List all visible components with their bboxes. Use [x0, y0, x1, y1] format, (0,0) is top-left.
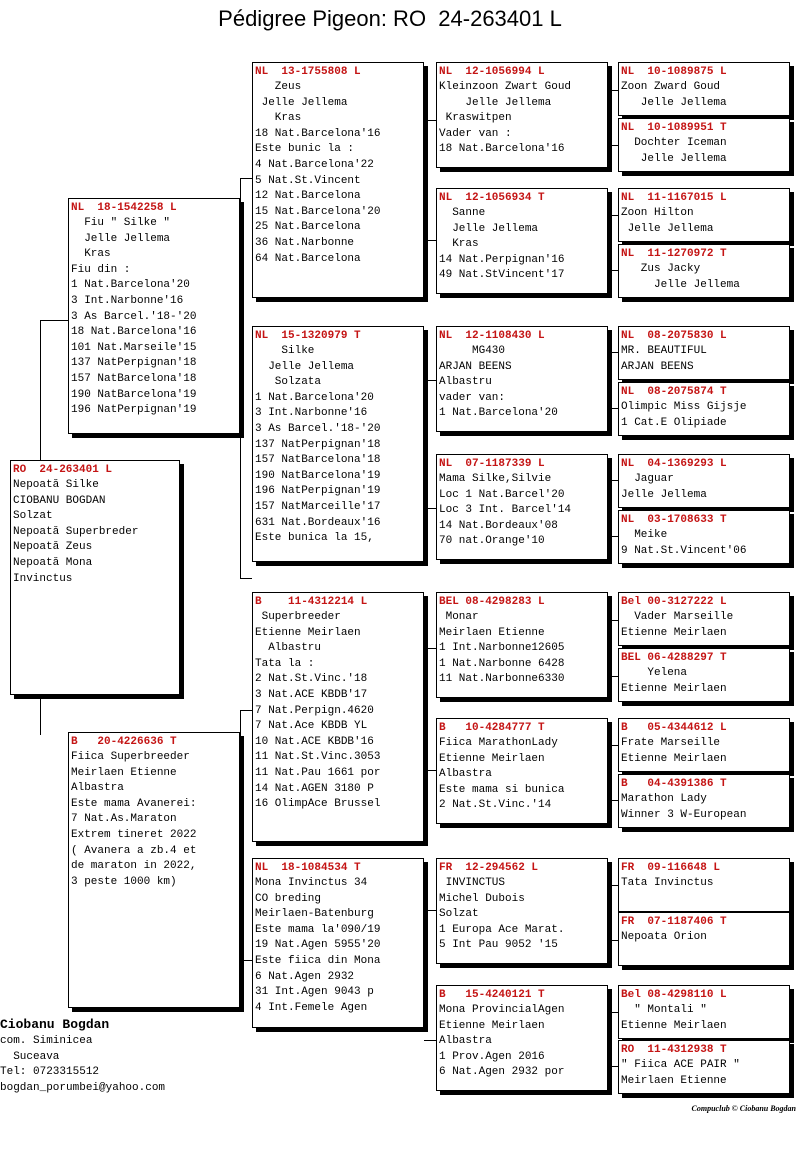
pedigree-line: 157 NatBarcelona'18: [255, 454, 381, 467]
ring-number: NL 12-1056934 T: [439, 192, 545, 204]
pedigree-line: 1 Nat.Barcelona'20: [71, 279, 190, 292]
ring-number: B 15-4240121 T: [439, 989, 545, 1001]
pedigree-card: [618, 188, 790, 242]
pedigree-line: 18 Nat.Barcelona'16: [255, 127, 381, 140]
pedigree-card: [10, 460, 180, 695]
owner-info: [0, 1016, 240, 1096]
pedigree-line: Loc 3 Int. Barcel'14: [439, 504, 572, 517]
pedigree-line: 1 Cat.E Olipiade: [621, 416, 727, 429]
pedigree-line: " Fiica ACE PAIR ": [621, 1059, 740, 1071]
pedigree-line: 15 Nat.Barcelona'20: [255, 205, 381, 218]
owner-phone: Tel: 0723315512: [0, 1066, 100, 1078]
pedigree-line: 10 Nat.ACE KBDB'16: [255, 735, 374, 748]
ring-number: NL 12-1056994 L: [439, 66, 545, 78]
pedigree-line: Albastra: [71, 782, 124, 795]
pedigree-line: de maraton in 2022,: [71, 860, 197, 873]
pedigree-line: Sanne: [439, 207, 486, 219]
pedigree-line: 1 Nat.Barcelona'20: [255, 391, 374, 404]
pedigree-line: Etienne Meirlaen: [255, 626, 361, 639]
pedigree-line: Dochter Iceman: [621, 137, 727, 149]
pedigree-line: Etienne Meirlaen: [621, 1019, 727, 1032]
pedigree-line: 4 Nat.Barcelona'22: [255, 158, 374, 171]
pedigree-line: Vader Marseille: [621, 611, 734, 623]
page-title: Pédigree Pigeon: RO 24-263401 L: [218, 6, 562, 31]
pedigree-line: ( Avanera a zb.4 et: [71, 844, 197, 857]
pedigree-line: Albastru: [439, 376, 492, 389]
ring-number: NL 08-2075830 L: [621, 330, 727, 342]
pedigree-line: ARJAN BEENS: [439, 360, 512, 373]
pedigree-line: 18 Nat.Barcelona'16: [439, 143, 565, 156]
ring-number: RO 24-263401 L: [13, 464, 113, 476]
pedigree-card: [618, 244, 790, 298]
ring-number: NL 13-1755808 L: [255, 66, 361, 78]
pedigree-line: Invinctus: [13, 572, 73, 585]
connector-line: [240, 178, 252, 179]
ring-number: Bel 08-4298110 L: [621, 989, 727, 1001]
connector-line: [424, 380, 436, 381]
pedigree-line: Kras: [255, 112, 302, 125]
pedigree-line: Este mama si bunica: [439, 783, 565, 796]
pedigree-card: [618, 62, 790, 116]
pedigree-line: " Montali ": [621, 1004, 707, 1016]
pedigree-line: Superbreeder: [255, 611, 341, 623]
pedigree-line: Mona ProvincialAgen: [439, 1004, 565, 1016]
pedigree-line: Kleinzoon Zwart Goud: [439, 81, 572, 93]
owner-name: Ciobanu Bogdan: [0, 1017, 110, 1032]
pedigree-line: Meirlaen-Batenburg: [255, 908, 374, 921]
ring-number: NL 18-1542258 L: [71, 202, 177, 214]
pedigree-line: 3 Int.Narbonne'16: [255, 407, 368, 420]
pedigree-line: Etienne Meirlaen: [621, 626, 727, 639]
ring-number: NL 07-1187339 L: [439, 458, 545, 470]
pedigree-line: 137 NatPerpignan'18: [71, 357, 197, 370]
pedigree-line: Este fiica din Mona: [255, 954, 381, 967]
pedigree-line: Kras: [439, 238, 479, 251]
pedigree-line: Zoon Hilton: [621, 207, 694, 219]
pedigree-card: [436, 592, 608, 698]
pedigree-line: 3 As Barcel.'18-'20: [255, 422, 381, 435]
pedigree-line: Jaguar: [621, 473, 674, 485]
pedigree-card: [252, 858, 424, 1028]
pedigree-card: [618, 718, 790, 772]
pedigree-line: 64 Nat.Barcelona: [255, 252, 361, 265]
connector-line: [608, 480, 618, 481]
pedigree-card: [618, 774, 790, 828]
ring-number: NL 15-1320979 T: [255, 330, 361, 342]
pedigree-line: Jelle Jellema: [621, 488, 707, 501]
ring-number: NL 11-1270972 T: [621, 248, 727, 260]
pedigree-line: Kraswitpen: [439, 112, 512, 125]
pedigree-line: 1 Nat.Narbonne 6428: [439, 657, 565, 670]
pedigree-line: Jelle Jellema: [621, 222, 714, 235]
pedigree-line: 101 Nat.Marseile'15: [71, 341, 197, 354]
pedigree-line: vader van:: [439, 391, 506, 404]
pedigree-card: [436, 858, 608, 964]
pedigree-line: Zeus: [255, 81, 302, 93]
pedigree-line: 1 Nat.Barcelona'20: [439, 407, 558, 420]
connector-line: [608, 745, 618, 746]
owner-email: bogdan_porumbei@yahoo.com: [0, 1081, 166, 1094]
pedigree-line: Solzat: [439, 908, 479, 921]
pedigree-line: Etienne Meirlaen: [621, 752, 727, 765]
connector-line: [424, 910, 436, 911]
ring-number: B 05-4344612 L: [621, 722, 727, 734]
ring-number: NL 08-2075874 T: [621, 386, 727, 398]
pedigree-card: [68, 198, 240, 434]
pedigree-line: Jelle Jellema: [621, 96, 727, 109]
pedigree-line: 196 NatPerpignan'19: [255, 485, 381, 498]
pedigree-card: [436, 718, 608, 824]
pedigree-line: Este mama la'090/19: [255, 923, 381, 936]
pedigree-line: Marathon Lady: [621, 793, 707, 805]
connector-line: [240, 960, 252, 961]
connector-line: [608, 885, 618, 886]
connector-line: [40, 695, 41, 735]
pedigree-line: Este bunica la 15,: [255, 532, 374, 545]
pedigree-line: 70 nat.Orange'10: [439, 535, 545, 548]
connector-line: [608, 352, 618, 353]
pedigree-line: Zoon Zward Goud: [621, 81, 721, 93]
pedigree-card: [618, 510, 790, 564]
pedigree-line: 5 Int Pau 9052 '15: [439, 939, 558, 952]
pedigree-line: Jelle Jellema: [71, 232, 171, 245]
pedigree-line: Monar: [439, 611, 479, 623]
pedigree-line: Loc 1 Nat.Barcel'20: [439, 488, 565, 501]
pedigree-line: CO breding: [255, 892, 322, 905]
pedigree-line: Olimpic Miss Gijsje: [621, 401, 747, 413]
ring-number: NL 10-1089875 L: [621, 66, 727, 78]
pedigree-line: 18 Nat.Barcelona'16: [71, 326, 197, 339]
pedigree-card: [252, 326, 424, 562]
pedigree-line: 4 Int.Femele Agen: [255, 1001, 368, 1014]
pedigree-line: Etienne Meirlaen: [439, 1019, 545, 1032]
pedigree-card: [436, 454, 608, 560]
pedigree-line: Nepoată Silke: [13, 479, 99, 491]
pedigree-line: Fiu " Silke ": [71, 217, 171, 229]
pedigree-card: [618, 382, 790, 436]
connector-line: [40, 695, 68, 696]
pedigree-line: 9 Nat.St.Vincent'06: [621, 544, 747, 557]
connector-line: [608, 215, 618, 216]
pedigree-line: Zus Jacky: [621, 263, 701, 275]
pedigree-line: Jelle Jellema: [621, 278, 740, 291]
ring-number: B 10-4284777 T: [439, 722, 545, 734]
connector-line: [424, 1040, 436, 1041]
connector-line: [40, 320, 41, 460]
ring-number: NL 03-1708633 T: [621, 514, 727, 526]
pedigree-line: 49 Nat.StVincent'17: [439, 269, 565, 282]
ring-number: FR 09-116648 L: [621, 862, 721, 874]
pedigree-line: 7 Nat.Perpign.4620: [255, 704, 374, 717]
pedigree-line: 31 Int.Agen 9043 p: [255, 986, 374, 999]
pedigree-card: [436, 188, 608, 294]
connector-line: [240, 710, 252, 711]
pedigree-line: Albastra: [439, 1035, 492, 1048]
pedigree-line: 11 Nat.Narbonne6330: [439, 673, 565, 686]
connector-line: [608, 676, 618, 677]
connector-line: [608, 270, 618, 271]
pedigree-line: 6 Nat.Agen 2932: [255, 970, 355, 983]
pedigree-card: [252, 62, 424, 298]
pedigree-line: Meirlaen Etienne: [439, 626, 545, 639]
pedigree-line: 16 OlimpAce Brussel: [255, 798, 381, 811]
pedigree-line: Fiica MarathonLady: [439, 737, 558, 749]
pedigree-card: [618, 326, 790, 380]
pedigree-card: [436, 985, 608, 1091]
pedigree-line: Tata Invinctus: [621, 877, 714, 889]
pedigree-line: 157 NatBarcelona'18: [71, 372, 197, 385]
pedigree-line: Solzata: [255, 376, 322, 389]
pedigree-line: 137 NatPerpignan'18: [255, 438, 381, 451]
pedigree-card: [618, 592, 790, 646]
ring-number: BEL 08-4298283 L: [439, 596, 545, 608]
pedigree-line: Jelle Jellema: [439, 222, 539, 235]
connector-line: [608, 90, 618, 91]
connector-line: [424, 648, 436, 649]
connector-line: [608, 940, 618, 941]
ring-number: NL 12-1108430 L: [439, 330, 545, 342]
pedigree-line: 1 Int.Narbonne12605: [439, 642, 565, 655]
pedigree-line: Este bunic la :: [255, 143, 355, 156]
pedigree-line: Silke: [255, 345, 315, 357]
connector-line: [40, 320, 68, 321]
pedigree-line: Vader van :: [439, 127, 512, 140]
pedigree-line: Nepoata Orion: [621, 931, 707, 943]
pedigree-line: INVINCTUS: [439, 877, 506, 889]
ring-number: FR 07-1187406 T: [621, 916, 727, 928]
connector-line: [424, 770, 436, 771]
pedigree-card: [618, 118, 790, 172]
pedigree-card: [618, 985, 790, 1039]
pedigree-card: [436, 326, 608, 432]
pedigree-line: Extrem tineret 2022: [71, 828, 197, 841]
pedigree-line: Etienne Meirlaen: [439, 752, 545, 765]
pedigree-line: 14 Nat.AGEN 3180 P: [255, 782, 374, 795]
connector-line: [240, 710, 241, 960]
pedigree-line: Yelena: [621, 667, 688, 679]
connector-line: [424, 120, 436, 121]
pedigree-line: 2 Nat.St.Vinc.'14: [439, 799, 552, 812]
connector-line: [608, 536, 618, 537]
pedigree-line: 12 Nat.Barcelona: [255, 190, 361, 203]
pedigree-line: Tata la :: [255, 657, 315, 670]
pedigree-line: 157 NatMarceille'17: [255, 500, 381, 513]
pedigree-line: 2 Nat.St.Vinc.'18: [255, 673, 368, 686]
pedigree-line: Nepoată Mona: [13, 556, 93, 569]
connector-line: [608, 408, 618, 409]
pedigree-line: Etienne Meirlaen: [621, 682, 727, 695]
pedigree-line: Frate Marseille: [621, 737, 721, 749]
pedigree-card: [436, 62, 608, 168]
pedigree-card: [252, 592, 424, 842]
pedigree-line: Meirlaen Etienne: [621, 1074, 727, 1087]
pedigree-line: 25 Nat.Barcelona: [255, 221, 361, 234]
pedigree-line: 14 Nat.Bordeaux'08: [439, 519, 558, 532]
pedigree-line: MG430: [439, 345, 506, 357]
pedigree-line: 1 Prov.Agen 2016: [439, 1050, 545, 1063]
pedigree-card: [618, 454, 790, 508]
connector-line: [608, 1066, 618, 1067]
pedigree-line: 3 Nat.ACE KBDB'17: [255, 688, 368, 701]
pedigree-line: 11 Nat.Pau 1661 por: [255, 766, 381, 779]
pedigree-card: [618, 858, 790, 912]
pedigree-line: Kras: [71, 248, 111, 261]
ring-number: NL 18-1084534 T: [255, 862, 361, 874]
connector-line: [608, 800, 618, 801]
pedigree-line: Nepoată Zeus: [13, 541, 93, 554]
pedigree-line: Albastru: [255, 642, 322, 655]
pedigree-card: [618, 1040, 790, 1094]
pedigree-line: Jelle Jellema: [439, 96, 552, 109]
pedigree-line: Michel Dubois: [439, 892, 525, 905]
pedigree-line: 3 As Barcel.'18-'20: [71, 310, 197, 323]
pedigree-line: 19 Nat.Agen 5955'20: [255, 939, 381, 952]
pedigree-card: [618, 912, 790, 966]
pedigree-line: Mama Silke,Silvie: [439, 473, 552, 485]
pedigree-line: 7 Nat.As.Maraton: [71, 813, 177, 826]
footer-credit: Compuclub © Ciobanu Bogdan: [691, 1104, 796, 1113]
connector-line: [608, 145, 618, 146]
pedigree-line: ARJAN BEENS: [621, 360, 694, 373]
pedigree-line: Jelle Jellema: [255, 360, 355, 373]
ring-number: BEL 06-4288297 T: [621, 652, 727, 664]
owner-address-line: com. Siminicea: [0, 1035, 93, 1047]
pedigree-card: [618, 648, 790, 702]
pedigree-line: 631 Nat.Bordeaux'16: [255, 516, 381, 529]
pedigree-line: 36 Nat.Narbonne: [255, 236, 355, 249]
ring-number: FR 12-294562 L: [439, 862, 539, 874]
pedigree-line: 14 Nat.Perpignan'16: [439, 253, 565, 266]
pedigree-line: Meirlaen Etienne: [71, 766, 177, 779]
pedigree-line: 190 NatBarcelona'19: [255, 469, 381, 482]
pedigree-line: Este mama Avanerei:: [71, 797, 197, 810]
pedigree-card: [68, 732, 240, 1008]
pedigree-line: 6 Nat.Agen 2932 por: [439, 1066, 565, 1079]
ring-number: NL 10-1089951 T: [621, 122, 727, 134]
pedigree-line: 190 NatBarcelona'19: [71, 388, 197, 401]
pedigree-line: 5 Nat.St.Vincent: [255, 174, 361, 187]
pedigree-line: 3 Int.Narbonne'16: [71, 294, 184, 307]
pedigree-line: Fiu din :: [71, 263, 131, 276]
pedigree-line: 196 NatPerpignan'19: [71, 404, 197, 417]
pedigree-line: 7 Nat.Ace KBDB YL: [255, 720, 368, 733]
ring-number: B 04-4391386 T: [621, 778, 727, 790]
pedigree-line: Albastra: [439, 768, 492, 781]
pedigree-line: 3 peste 1000 km): [71, 875, 177, 888]
owner-address-line: Suceava: [0, 1050, 60, 1063]
pedigree-line: CIOBANU BOGDAN: [13, 494, 106, 507]
connector-line: [608, 1012, 618, 1013]
ring-number: Bel 00-3127222 L: [621, 596, 727, 608]
connector-line: [240, 178, 241, 578]
pedigree-line: 11 Nat.St.Vinc.3053: [255, 751, 381, 764]
pedigree-line: MR. BEAUTIFUL: [621, 345, 707, 357]
connector-line: [608, 620, 618, 621]
pedigree-line: Meike: [621, 529, 668, 541]
pedigree-line: Fiica Superbreeder: [71, 751, 190, 763]
ring-number: NL 04-1369293 L: [621, 458, 727, 470]
pedigree-line: Jelle Jellema: [255, 96, 348, 109]
pedigree-line: Solzat: [13, 510, 53, 523]
ring-number: NL 11-1167015 L: [621, 192, 727, 204]
ring-number: B 11-4312214 L: [255, 596, 368, 608]
ring-number: RO 11-4312938 T: [621, 1044, 727, 1056]
pedigree-line: Jelle Jellema: [621, 152, 727, 165]
pedigree-line: Mona Invinctus 34: [255, 877, 368, 889]
ring-number: B 20-4226636 T: [71, 736, 177, 748]
pedigree-line: Winner 3 W-European: [621, 808, 747, 821]
connector-line: [424, 508, 436, 509]
pedigree-line: 1 Europa Ace Marat.: [439, 923, 565, 936]
connector-line: [424, 240, 436, 241]
connector-line: [240, 578, 252, 579]
pedigree-line: Nepoată Superbreder: [13, 525, 139, 538]
